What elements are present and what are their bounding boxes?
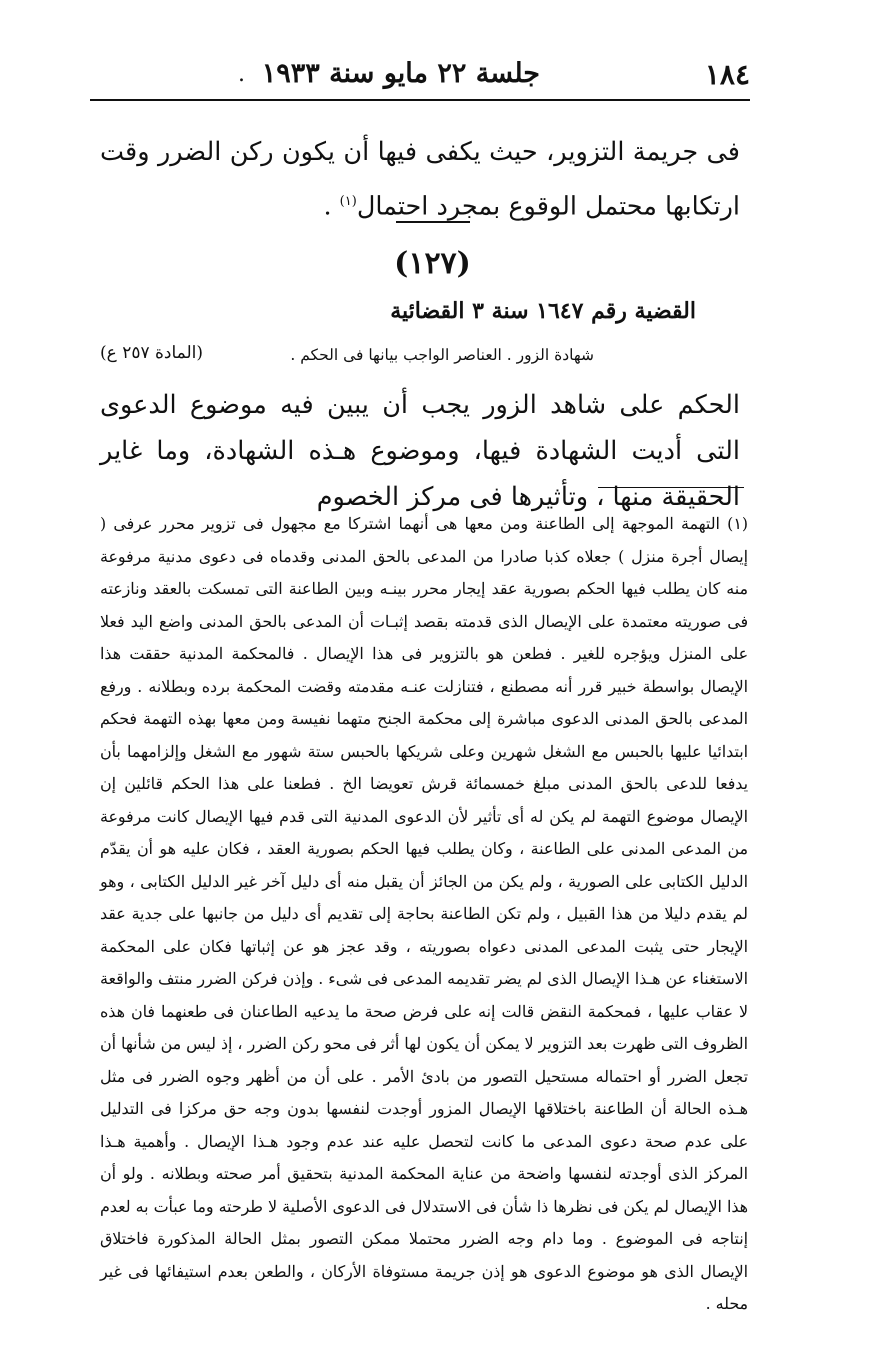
case-number: (١٢٧) [394, 246, 471, 281]
header-rule [90, 99, 750, 101]
intro-paragraph [100, 128, 740, 232]
intro-end: . [323, 191, 340, 222]
page-number: ١٨٤ [704, 58, 750, 91]
footnote-rule [598, 487, 744, 488]
running-head: جلسة ٢٢ مايو سنة ١٩٣٣ [261, 58, 540, 89]
section-divider [396, 221, 470, 223]
footnote: (١) التهمة الموجهة إلى الطاعنة ومن معها هى أنهما اشتركا مع مجهول فى تزوير محرر عرفى ( إيصال أجرة منزل ) جعلاه كذبا صادرا من المدعى بالحق المدنى وقدماه فى دعوى مدنية مرفوعة منه كان يطلب فيها الحكم بصورية عقد إيجار محرر بينـه وبين الطاعنة التى تمسكت بالعقد ونازعته فى صوريته معتمدة على الإيصال الذى قدمته بقصد إثبـات أن المدعى بالحق المدنى واضع اليد فعلا على المنزل ويؤجره للغير . فطعن هو بالتزوير فى هذا الإيصال . فالمحكمة المدنية حققت هذا الإيصال بواسطة خبير قرر أنه مصطنع ، فتنازلت عنـه مقدمته وقضت المحكمة برده وبطلانه . ورفع المدعى بالحق المدنى الدعوى مباشرة إلى محكمة الجنح متهما نفيسة ومن معها بهذه التهمة فحكم ابتدائيا عليها بالحبس مع الشغل شهرين وعلى شريكها بالحبس ستة شهور مع الشغل وإلزامهما بأن يدفعا للدعى بالحق المدنى مبلغ خمسمائة قرش تعويضا الخ . فطعنا على هذا الحكم قائلين إن الإيصال موضوع التهمة لم يكن له أى تأثير لأن الدعوى المدنية التى قدم فيها الإيصال كانت مرفوعة من المدعى المدنى على الطاعنة ، وكان يطلب فيها الحكم بصورية العقد ، فكان عليه هو أن يقدّم الدليل الكتابى على الصورية ، ولم يكن من الجائز أن يقبل منه أى دليل آخر غير الدليل الكتابى ، وهو لم يقدم دليلا من هذا القبيل ، ولم تكن الطاعنة بحاجة إلى تقديم أى دليل من جانبها على جدية عقد الإيجار حتى يثبت المدعى المدنى دعواه بصوريته ، وقد عجز هو عن إثباتها فكان على المحكمة الاستغناء عن هـذا الإيصال الذى لم يضر تقديمه المدعى فى شىء . وإذن فركن الضرر منتف والواقعة لا عقاب عليها ، فمحكمة النقض قالت إنه على فرض صحة ما يدعيه الطاعنان فى طعنهما فان هذه الظروف التى ظهرت بعد التزوير لا يمكن أن يكون لها أثر فى محو ركن الضرر ، إذ ليس من شأنها أن تجعل الضرر أو احتماله مستحيل التصور من بادئ الأمر . على أن من أظهر وجوه الضرر فى مثل هـذه الحالة أن الطاعنة باختلاقها الإيصال المزور أوجدت لنفسها بدون وجه حق مركزا فى التدليل على عدم صحة دعوى المدعى ما كانت لتحصل عليه عند عدم وجود هـذا الإيصال . وأهمية هـذا المركز الذى أوجدته لنفسها واضحة من عناية المحكمة المدنية بتحقيق أمر صحته وبطلانه . ولو أن هذا الإيصال لم يكن فى نظرها ذا شأن فى الاستدلال فى الدعوى الأصلية لا طرحته وما عبأت به لعدم إنتاجه فى الموضوع . وما دام وجه الضرر محتملا ممكن التصور بمثل الحالة المذكورة فاختلاق الإيصال الذى هو موضوع الدعوى هو إذن جريمة مستوفاة الأركان ، والطعن بعدم استيفائها فى غير محله . [100, 514, 748, 1313]
header-mark: . [238, 62, 245, 87]
footnote-reference: (١) [339, 194, 357, 209]
legal-principle: الحكم على شاهد الزور يجب أن يبين فيه موضوع الدعوى التى أديت الشهادة فيها، وموضوع هـذه الشهادة، وما غاير الحقيقة منها ، وتأثيرها فى مركز الخصوم [100, 390, 740, 512]
page-header [90, 52, 750, 96]
case-title: القضية رقم ١٦٤٧ سنة ٣ القضائية [390, 298, 696, 324]
article-reference: (المادة ٢٥٧ ع) [100, 343, 204, 363]
case-keywords: شهادة الزور . العناصر الواجب بيانها فى الحكم . [290, 346, 594, 364]
intro-text: فى جريمة التزوير، حيث يكفى فيها أن يكون ركن الضرر وقت ارتكابها محتمل الوقوع بمجرد احتمال [100, 137, 740, 222]
